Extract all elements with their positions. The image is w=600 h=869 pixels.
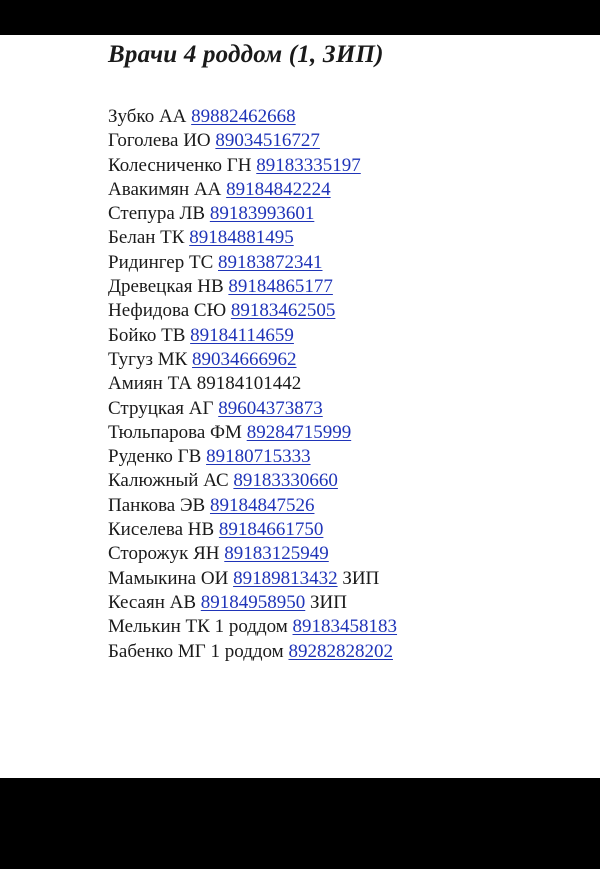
contact-name: Тюльпарова ФМ xyxy=(108,421,242,443)
contact-name: Древецкая НВ xyxy=(108,276,224,298)
phone-link[interactable]: 89184847526 xyxy=(209,494,315,516)
contact-row xyxy=(108,299,397,323)
contact-row xyxy=(108,591,397,615)
contact-row xyxy=(108,445,397,469)
contact-row xyxy=(108,178,397,202)
document-title: Врачи 4 роддом (1, ЗИП) xyxy=(108,41,384,68)
contact-row xyxy=(108,226,397,250)
contact-row xyxy=(108,154,397,178)
contact-row xyxy=(108,251,397,275)
phone-link[interactable]: 89184842224 xyxy=(226,178,331,200)
contact-name: Бабенко МГ 1 роддом xyxy=(108,640,284,662)
contact-name: Панкова ЭВ xyxy=(108,494,206,516)
contact-row xyxy=(108,202,397,226)
contact-name: Амиян ТА xyxy=(108,373,192,395)
phone-link[interactable]: 89184661750 xyxy=(218,519,324,541)
phone-link[interactable]: 89183458183 xyxy=(292,616,398,638)
contact-row xyxy=(108,348,397,372)
phone-link[interactable]: 89282828202 xyxy=(288,640,393,662)
contact-row xyxy=(108,640,397,664)
contact-name: Калюжный АС xyxy=(108,470,229,492)
contact-name: Колесниченко ГН xyxy=(108,154,252,176)
contact-name: Нефидова СЮ xyxy=(108,300,227,322)
contact-name: Киселева НВ xyxy=(108,519,215,541)
phone-link[interactable]: 89180715333 xyxy=(206,446,311,468)
phone-link[interactable]: 89882462668 xyxy=(191,106,296,127)
phone-link[interactable]: 89184881495 xyxy=(189,227,294,249)
contact-name: Руденко ГВ xyxy=(108,446,202,468)
phone-link[interactable]: 89284715999 xyxy=(246,421,352,443)
contact-row xyxy=(108,615,397,639)
phone-link[interactable]: 89183872341 xyxy=(218,251,323,273)
contact-name: Белан ТК xyxy=(108,227,185,249)
phone-link[interactable]: 89184958950 xyxy=(200,591,306,613)
contact-name: Кесаян АВ xyxy=(108,591,197,613)
phone-link[interactable]: 89184114659 xyxy=(190,324,294,346)
contact-note: ЗИП xyxy=(310,591,347,613)
contact-row xyxy=(108,324,397,348)
contact-row xyxy=(108,518,397,542)
phone-link[interactable]: 89604373873 xyxy=(218,397,323,419)
contact-row xyxy=(108,469,397,493)
contact-name: Тугуз МК xyxy=(108,348,188,370)
phone-link[interactable]: 89189813432 xyxy=(233,567,338,589)
contact-row xyxy=(108,105,397,129)
contact-name: Ридингер ТС xyxy=(108,251,214,273)
contact-row xyxy=(108,372,397,396)
contact-row xyxy=(108,129,397,153)
phone-link[interactable]: 89183125949 xyxy=(224,543,329,565)
phone-link[interactable]: 89184865177 xyxy=(228,276,333,298)
contact-note: ЗИП xyxy=(342,567,380,589)
contact-name: Сторожук ЯН xyxy=(108,543,220,565)
contact-name: Гоголева ИО xyxy=(108,130,211,152)
contact-row xyxy=(108,494,397,518)
phone-link[interactable]: 89034516727 xyxy=(215,130,320,152)
phone-link[interactable]: 89183330660 xyxy=(233,470,338,492)
contact-list xyxy=(108,105,397,664)
contact-name: Бойко ТВ xyxy=(108,324,186,346)
contact-name: Мамыкина ОИ xyxy=(108,567,229,589)
contact-row xyxy=(108,567,397,591)
contact-row xyxy=(108,421,397,445)
phone-link[interactable]: 89183335197 xyxy=(256,154,361,176)
contact-name: Мелькин ТК 1 роддом xyxy=(108,616,288,638)
contact-name: Авакимян АА xyxy=(108,178,222,200)
phone-link[interactable]: 89183993601 xyxy=(209,203,315,225)
phone-link[interactable]: 89183462505 xyxy=(230,300,336,322)
phone-number: 89184101442 xyxy=(196,373,302,395)
contact-name: Струцкая АГ xyxy=(108,397,214,419)
contact-row xyxy=(108,275,397,299)
contact-row xyxy=(108,397,397,421)
document-page xyxy=(0,35,600,778)
contact-row xyxy=(108,542,397,566)
phone-link[interactable]: 89034666962 xyxy=(192,348,297,370)
contact-name: Зубко АА xyxy=(108,106,187,127)
contact-name: Степура ЛВ xyxy=(108,203,206,225)
